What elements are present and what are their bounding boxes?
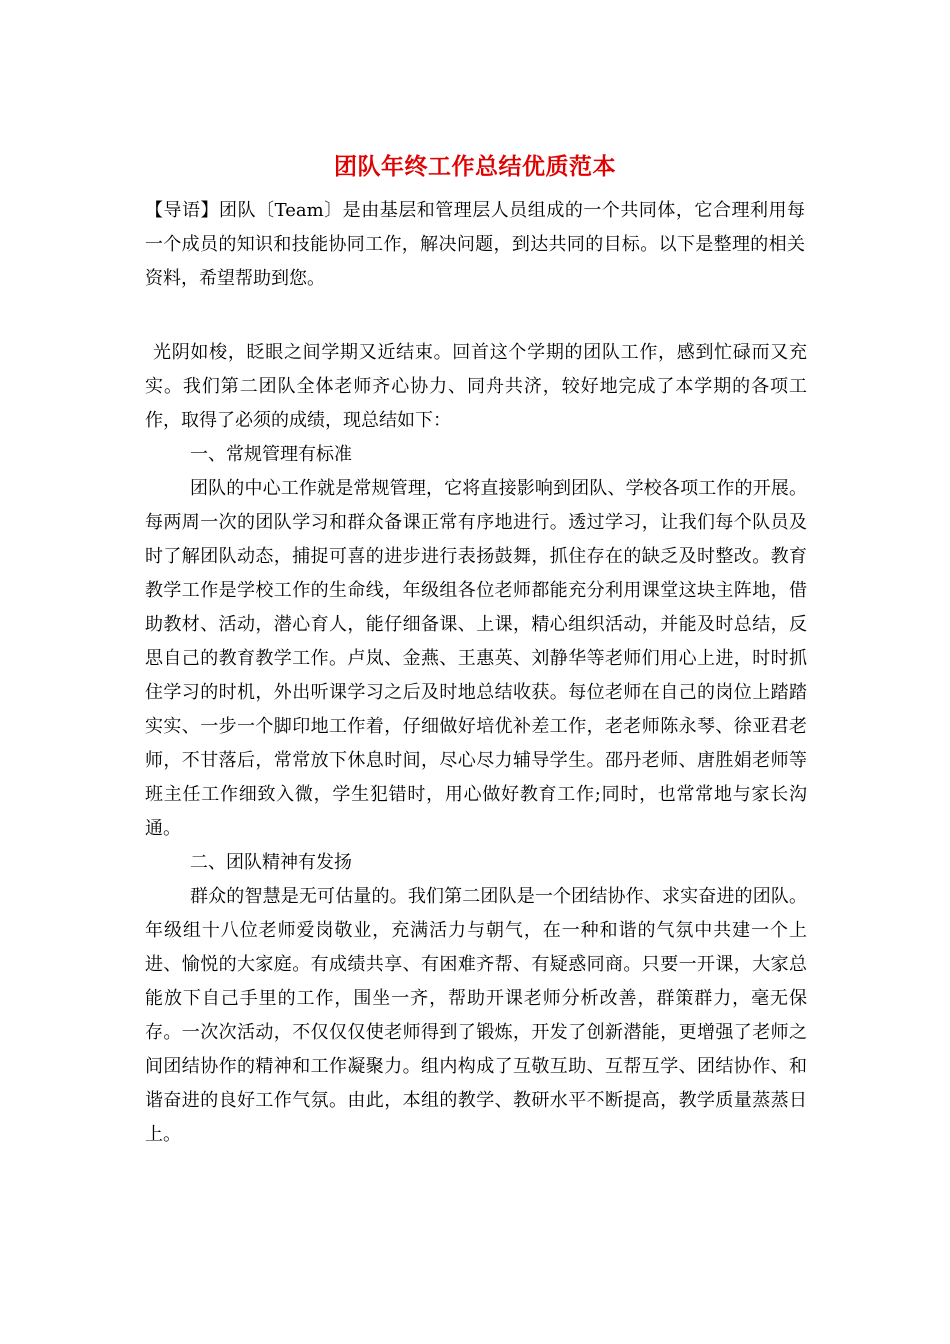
body-paragraph-1: 光阴如梭，眨眼之间学期又近结束。回首这个学期的团队工作，感到忙碌而又充实。我们第二团队全体老师齐心协力、同舟共济，较好地完成了本学期的各项工作，取得了必须的成绩，现总结如下：	[145, 342, 807, 431]
document-title: 团队年终工作总结优质范本	[334, 153, 616, 180]
intro-paragraph: 【导语】团队〔Team〕是由基层和管理层人员组成的一个共同体，它合理利用每一个成员的知识和技能协同工作，解决问题，到达共同的目标。以下是整理的相关资料，希望帮助到您。	[145, 200, 805, 289]
body-paragraph-3: 群众的智慧是无可估量的。我们第二团队是一个团结协作、求实奋进的团队。年级组十八位老师爱岗敬业，充满活力与朝气，在一种和谐的气氛中共建一个上进、愉悦的大家庭。有成绩共享、有困难齐帮、有疑惑同商。只要一开课，大家总能放下自己手里的工作，围坐一齐，帮助开课老师分析改善，群策群力，毫无保存。一次次活动，不仅仅仅使老师得到了锻炼，开发了创新潜能，更增强了老师之间团结协作的精神和工作凝聚力。组内构成了互敬互助、互帮互学、团结协作、和谐奋进的良好工作气氛。由此，本组的教学、教研水平不断提高，教学质量蒸蒸日上。	[145, 886, 807, 1145]
document-body	[145, 336, 807, 1152]
section-heading-2: 二、团队精神有发扬	[190, 852, 352, 873]
section-heading-1: 一、常规管理有标准	[190, 444, 352, 465]
body-paragraph-2: 团队的中心工作就是常规管理，它将直接影响到团队、学校各项工作的开展。每两周一次的团队学习和群众备课正常有序地进行。透过学习，让我们每个队员及时了解团队动态，捕捉可喜的进步进行表扬鼓舞，抓住存在的缺乏及时整改。教育教学工作是学校工作的生命线，年级组各位老师都能充分利用课堂这块主阵地，借助教材、活动，潜心育人，能仔细备课、上课，精心组织活动，并能及时总结，反思自己的教育教学工作。卢岚、金燕、王惠英、刘静华等老师们用心上进，时时抓住学习的时机，外出听课学习之后及时地总结收获。每位老师在自己的岗位上踏踏实实、一步一个脚印地工作着，仔细做好培优补差工作，老老师陈永琴、徐亚君老师，不甘落后，常常放下休息时间，尽心尽力辅导学生。邵丹老师、唐胜娟老师等班主任工作细致入微，学生犯错时，用心做好教育工作;同时，也常常地与家长沟通。	[145, 478, 807, 839]
